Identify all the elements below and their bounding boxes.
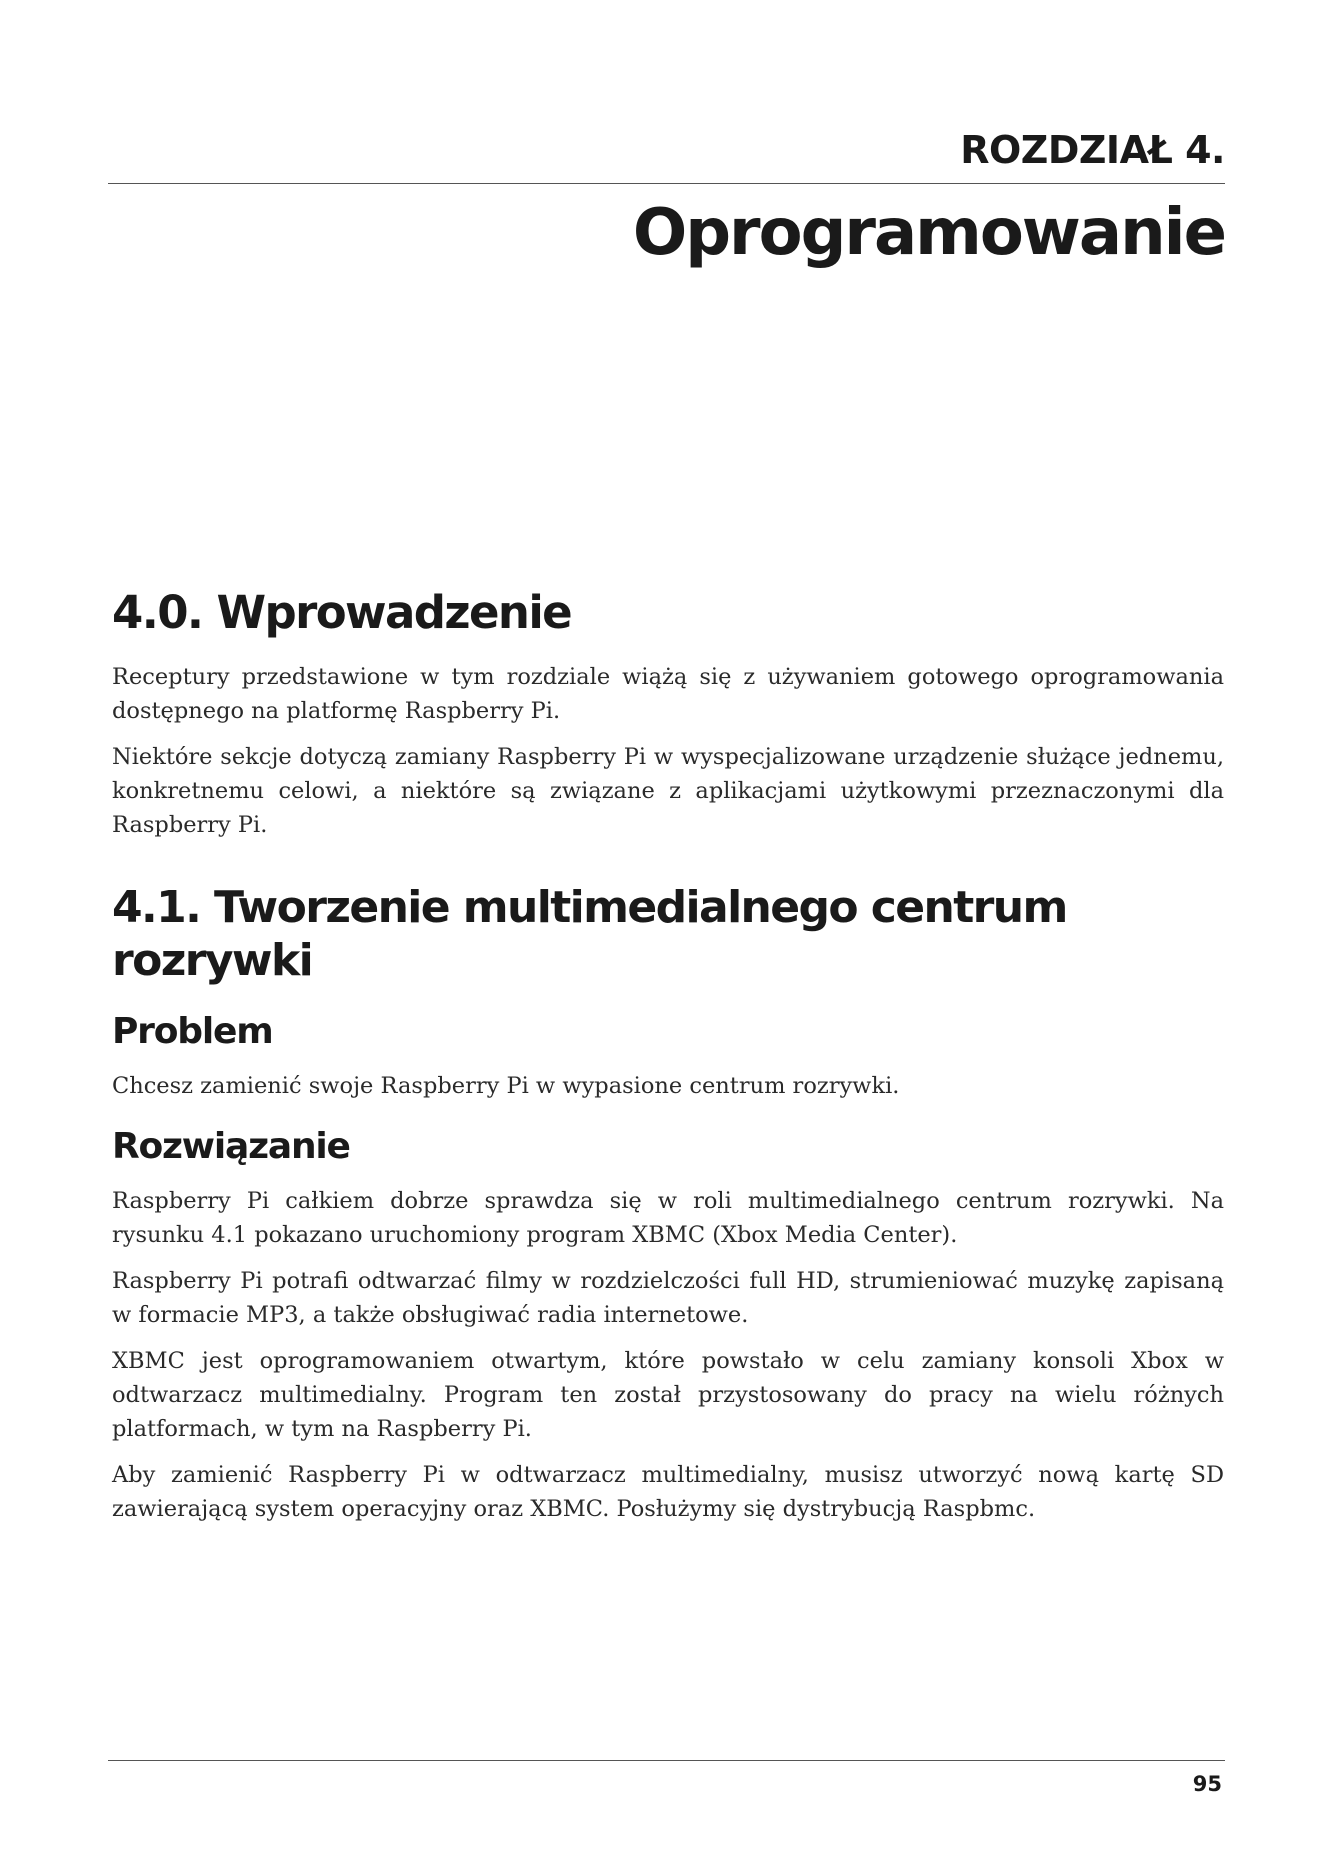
footer-divider <box>108 1760 1225 1761</box>
chapter-title: Oprogramowanie <box>632 196 1225 270</box>
subsection-heading-problem: Problem <box>112 1010 273 1052</box>
page-content <box>112 586 1224 1538</box>
solution-paragraph-4: Aby zamienić Raspberry Pi w odtwarzacz multimedialny, musisz utworzyć nową kartę SD zawierającą system operacyjny oraz XBMC. Posłużymy się dystrybucją Raspbmc. <box>112 1461 1224 1522</box>
intro-paragraph-1: Receptury przedstawione w tym rozdziale wiążą się z używaniem gotowego oprogramowania dostępnego na platformę Raspberry Pi. <box>112 664 1224 724</box>
solution-paragraph-1: Raspberry Pi całkiem dobrze sprawdza się w roli multimedialnego centrum rozrywki. Na rysunku 4.1 pokazano uruchomiony program XBMC (Xbox Media Center). <box>112 1187 1224 1248</box>
solution-paragraph-2: Raspberry Pi potrafi odtwarzać filmy w rozdzielczości full HD, strumieniować muzykę zapisaną w formacie MP3, a także obsługiwać radia internetowe. <box>112 1267 1224 1328</box>
solution-paragraph-3: XBMC jest oprogramowaniem otwartym, które powstało w celu zamiany konsoli Xbox w odtwarzacz multimedialny. Program ten został przystosowany do pracy na wielu różnych platformach, w tym na Raspberry Pi. <box>112 1347 1224 1442</box>
problem-paragraph-1: Chcesz zamienić swoje Raspberry Pi w wypasione centrum rozrywki. <box>112 1072 900 1099</box>
section-heading-media-center: 4.1. Tworzenie multimedialnego centrum rozrywki <box>112 882 1067 986</box>
page-number: 95 <box>1192 1772 1222 1796</box>
chapter-divider <box>108 183 1225 184</box>
subsection-heading-solution: Rozwiązanie <box>112 1125 350 1167</box>
chapter-label: ROZDZIAŁ 4. <box>960 128 1225 172</box>
intro-paragraph-2: Niektóre sekcje dotyczą zamiany Raspberry Pi w wyspecjalizowane urządzenie służące jednemu, konkretnemu celowi, a niektóre są związane z aplikacjami użytkowymi przeznaczonymi dla Raspberry Pi. <box>112 744 1224 838</box>
section-heading-intro: 4.0. Wprowadzenie <box>112 586 572 639</box>
